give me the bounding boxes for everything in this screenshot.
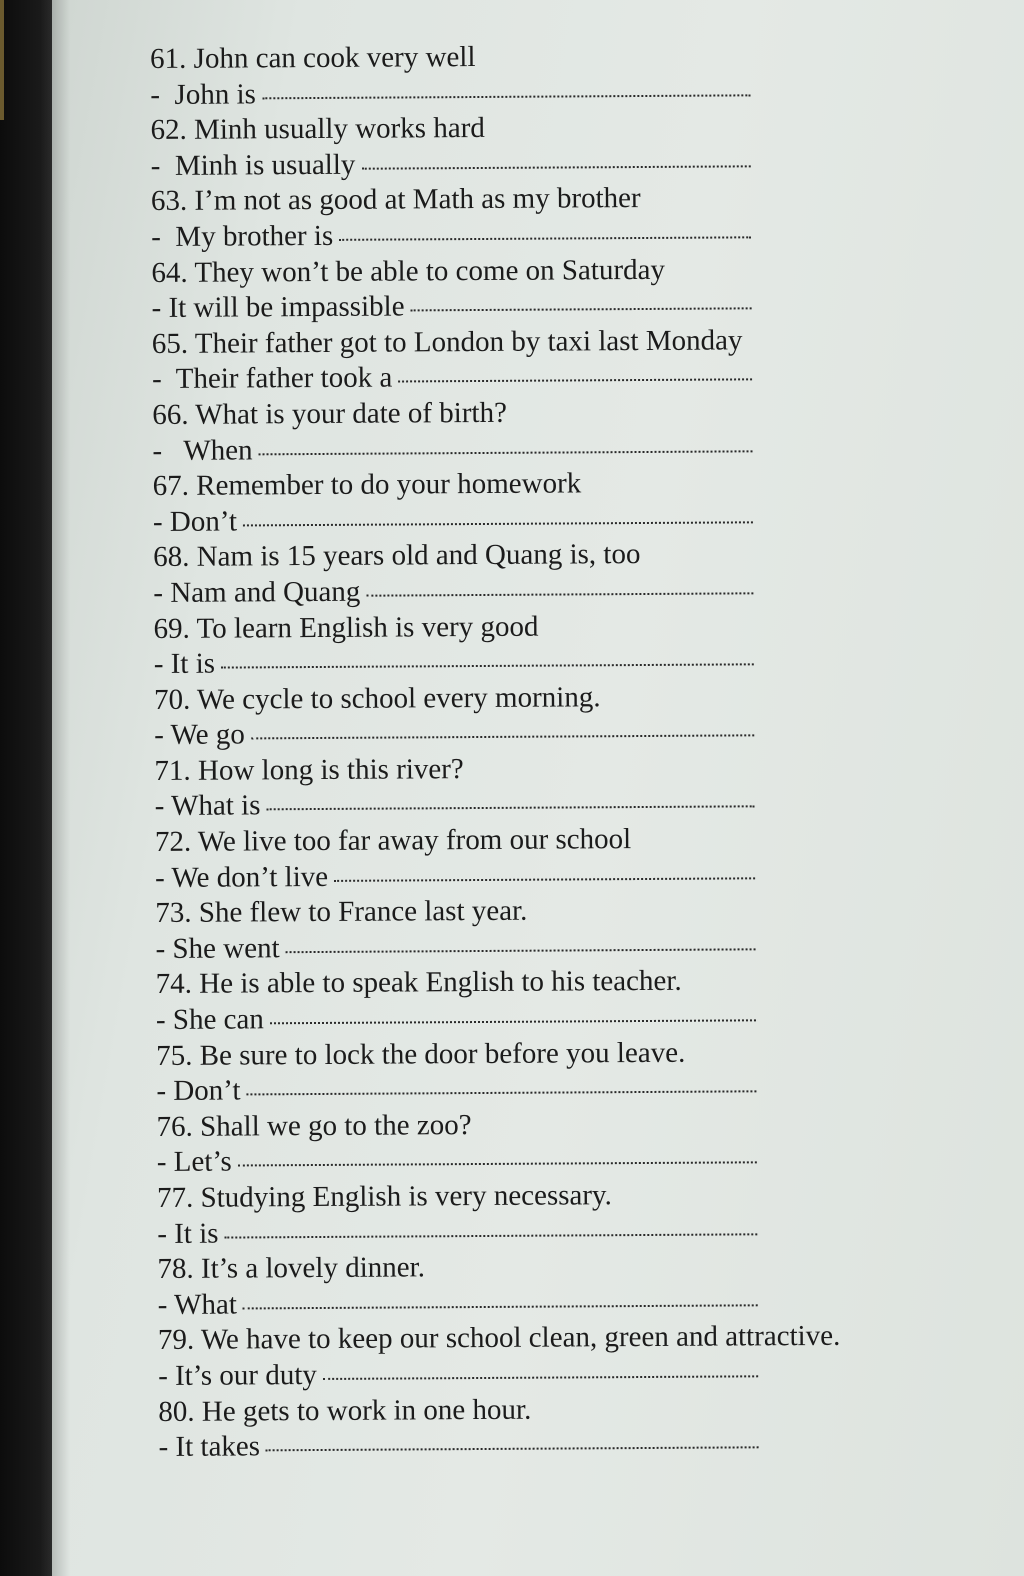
answer-blank[interactable] — [361, 165, 750, 169]
answer-prompt: - We go — [154, 718, 245, 752]
exercise-item-66 — [152, 393, 922, 469]
answer-blank[interactable] — [339, 236, 751, 241]
answer-line[interactable] — [156, 1071, 756, 1110]
question-text: 66. What is your date of birth? — [152, 396, 508, 431]
answer-line[interactable] — [158, 1284, 758, 1323]
answer-line[interactable] — [154, 715, 754, 754]
answer-prompt: - Nam and Quang — [153, 575, 361, 609]
answer-prompt: - It’s our duty — [158, 1358, 317, 1392]
answer-blank[interactable] — [251, 735, 754, 740]
answer-blank[interactable] — [398, 379, 752, 383]
answer-blank[interactable] — [266, 806, 754, 811]
answer-blank[interactable] — [286, 948, 756, 953]
answer-line[interactable] — [153, 501, 753, 540]
answer-blank[interactable] — [270, 1019, 756, 1024]
answer-prompt: - Don’t — [156, 1074, 241, 1108]
exercise-item-73 — [155, 892, 925, 968]
answer-prompt: - Let’s — [156, 1145, 232, 1179]
question-text: 76. Shall we go to the zoo? — [156, 1108, 472, 1143]
answer-prompt: - Their father took a — [151, 361, 393, 396]
answer-line[interactable] — [151, 216, 751, 255]
dark-table-edge — [0, 0, 52, 1576]
question-text: 69. To learn English is very good — [153, 610, 539, 645]
answer-prompt: - What — [157, 1288, 237, 1321]
answer-prompt: - She can — [155, 1003, 264, 1037]
question-text: 67. Remember to do your homework — [152, 467, 582, 503]
answer-prompt: - My brother is — [151, 219, 334, 253]
exercise-item-75 — [156, 1034, 926, 1110]
exercise-item-76 — [157, 1105, 927, 1181]
exercise-item-78 — [157, 1247, 927, 1323]
exercise-list — [150, 37, 929, 1465]
question-text: 73. She flew to France last year. — [155, 894, 528, 930]
question-text: 75. Be sure to lock the door before you leave. — [156, 1036, 686, 1072]
exercise-item-67 — [153, 464, 923, 540]
exercise-item-74 — [156, 963, 926, 1039]
answer-line[interactable] — [157, 1142, 757, 1181]
question-text: 78. It’s a lovely dinner. — [157, 1251, 425, 1286]
answer-line[interactable] — [152, 359, 752, 398]
question-text: 74. He is able to speak English to his teacher. — [155, 965, 682, 1001]
question-text: 64. They won’t be able to come on Saturday — [151, 253, 666, 289]
question-text: 79. We have to keep our school clean, green and attractive. — [157, 1320, 841, 1357]
answer-blank[interactable] — [366, 592, 753, 596]
exercise-item-79 — [158, 1319, 928, 1395]
answer-blank[interactable] — [266, 1446, 759, 1451]
answer-prompt: - What is — [154, 789, 261, 823]
question-text: 62. Minh usually works hard — [150, 112, 485, 147]
exercise-item-69 — [153, 607, 923, 683]
answer-blank[interactable] — [334, 877, 755, 882]
answer-blank[interactable] — [243, 521, 753, 526]
exercise-item-72 — [155, 820, 925, 896]
answer-prompt: - It is — [157, 1217, 219, 1250]
answer-line[interactable] — [158, 1426, 758, 1465]
question-text: 72. We live too far away from our school — [154, 823, 632, 859]
answer-line[interactable] — [153, 572, 753, 611]
question-text: 63. I’m not as good at Math as my brother — [150, 182, 641, 218]
answer-prompt: - It will be impassible — [151, 290, 405, 325]
answer-line[interactable] — [157, 1213, 757, 1252]
answer-blank[interactable] — [411, 307, 752, 311]
answer-prompt: - We don’t live — [155, 860, 329, 894]
exercise-item-65 — [152, 322, 922, 398]
answer-line[interactable] — [155, 786, 755, 825]
answer-blank[interactable] — [221, 663, 754, 668]
question-text: 71. How long is this river? — [154, 752, 464, 787]
question-text: 68. Nam is 15 years old and Quang is, too — [153, 538, 641, 574]
question-text: 70. We cycle to school every morning. — [153, 680, 601, 716]
answer-line[interactable] — [154, 643, 754, 682]
answer-prompt: - It is — [153, 647, 216, 681]
question-text: 61. John can cook very well — [150, 41, 476, 75]
answer-blank[interactable] — [246, 1091, 756, 1096]
answer-line[interactable] — [151, 145, 751, 184]
answer-prompt: - When — [152, 433, 253, 467]
answer-prompt: - Don’t — [152, 505, 238, 538]
question-text: 80. He gets to work in one hour. — [158, 1393, 532, 1428]
answer-blank[interactable] — [262, 94, 750, 99]
exercise-item-77 — [157, 1176, 927, 1252]
answer-line[interactable] — [150, 74, 750, 113]
exercise-item-64 — [151, 251, 921, 327]
answer-line[interactable] — [152, 430, 752, 469]
exercise-item-62 — [150, 108, 920, 184]
exercise-item-80 — [158, 1390, 928, 1466]
answer-line[interactable] — [155, 928, 755, 967]
answer-blank[interactable] — [259, 450, 753, 455]
answer-blank[interactable] — [238, 1162, 757, 1167]
question-text: 65. Their father got to London by taxi last Monday — [151, 324, 743, 360]
answer-line[interactable] — [156, 999, 756, 1038]
exercise-item-71 — [154, 749, 924, 825]
answer-prompt: - She went — [155, 932, 280, 965]
answer-line[interactable] — [152, 287, 752, 326]
answer-line[interactable] — [158, 1355, 758, 1394]
answer-prompt: - It takes — [158, 1430, 261, 1464]
answer-prompt: - Minh is usually — [150, 148, 356, 182]
exercise-item-63 — [151, 180, 921, 256]
question-text: 77. Studying English is very necessary. — [156, 1179, 612, 1214]
answer-blank[interactable] — [243, 1304, 758, 1309]
answer-line[interactable] — [155, 857, 755, 896]
answer-prompt: - John is — [150, 77, 256, 111]
exercise-item-68 — [153, 536, 923, 612]
answer-blank[interactable] — [323, 1375, 758, 1380]
exercise-item-70 — [154, 678, 924, 754]
exercise-item-61 — [150, 37, 920, 113]
answer-blank[interactable] — [225, 1233, 758, 1238]
